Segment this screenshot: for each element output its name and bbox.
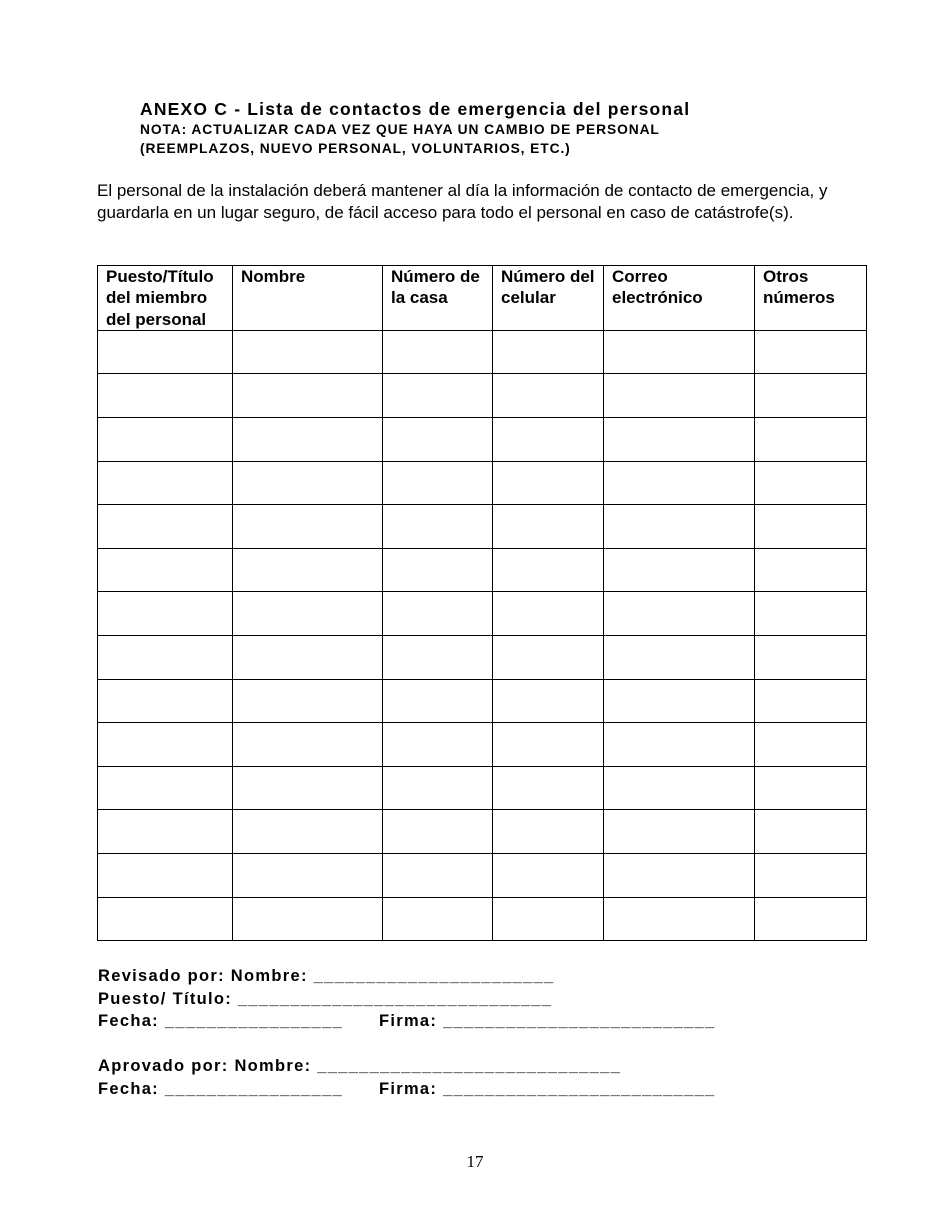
table-cell[interactable] <box>604 679 755 723</box>
approved-date-field[interactable]: Fecha: _________________ <box>98 1079 343 1098</box>
table-cell[interactable] <box>604 330 755 374</box>
table-cell[interactable] <box>604 854 755 898</box>
table-cell[interactable] <box>604 810 755 854</box>
table-cell[interactable] <box>233 810 383 854</box>
header-name: Nombre <box>233 266 383 331</box>
table-cell[interactable] <box>493 679 604 723</box>
table-row <box>98 679 867 723</box>
table-row <box>98 854 867 898</box>
approved-by-section <box>98 1055 858 1100</box>
header-email: Correo electrónico <box>604 266 755 331</box>
table-row <box>98 418 867 462</box>
table-cell[interactable] <box>233 766 383 810</box>
table-cell[interactable] <box>233 548 383 592</box>
table-cell[interactable] <box>233 505 383 549</box>
table-cell[interactable] <box>755 418 867 462</box>
reviewed-signature-field[interactable]: Firma: __________________________ <box>378 1012 716 1030</box>
table-cell[interactable] <box>233 679 383 723</box>
table-cell[interactable] <box>493 897 604 941</box>
table-row <box>98 636 867 680</box>
table-cell[interactable] <box>233 461 383 505</box>
table-cell[interactable] <box>233 374 383 418</box>
table-cell[interactable] <box>604 592 755 636</box>
table-cell[interactable] <box>98 636 233 680</box>
table-cell[interactable] <box>755 766 867 810</box>
intro-paragraph: El personal de la instalación deberá mantener al día la información de contacto de emergencia, y guardarla en un lugar seguro, de fácil acceso para todo el personal en caso de catástrofe(s). <box>97 181 828 222</box>
page-number: 17 <box>466 1152 484 1171</box>
reviewed-title-line[interactable]: Puesto/ Título: ______________________________ <box>98 989 553 1008</box>
table-cell[interactable] <box>98 766 233 810</box>
table-row <box>98 330 867 374</box>
table-cell[interactable] <box>493 374 604 418</box>
table-cell[interactable] <box>383 505 493 549</box>
table-cell[interactable] <box>98 897 233 941</box>
table-cell[interactable] <box>755 810 867 854</box>
table-cell[interactable] <box>493 548 604 592</box>
reviewed-date-signature-line <box>98 1010 858 1033</box>
table-body <box>98 330 867 940</box>
table-cell[interactable] <box>383 854 493 898</box>
table-cell[interactable] <box>383 636 493 680</box>
table-cell[interactable] <box>755 679 867 723</box>
table-cell[interactable] <box>755 548 867 592</box>
table-cell[interactable] <box>233 897 383 941</box>
table-cell[interactable] <box>233 330 383 374</box>
table-cell[interactable] <box>493 766 604 810</box>
reviewed-date-field[interactable]: Fecha: _________________ <box>98 1012 343 1030</box>
table-cell[interactable] <box>233 592 383 636</box>
table-cell[interactable] <box>755 374 867 418</box>
table-cell[interactable] <box>383 723 493 767</box>
table-cell[interactable] <box>98 461 233 505</box>
table-cell[interactable] <box>233 636 383 680</box>
approved-signature-field[interactable]: Firma: __________________________ <box>378 1079 716 1098</box>
header-home-number: Número de la casa <box>383 266 493 331</box>
table-cell[interactable] <box>493 592 604 636</box>
table-cell[interactable] <box>98 374 233 418</box>
table-cell[interactable] <box>383 679 493 723</box>
table-cell[interactable] <box>98 679 233 723</box>
table-header-row <box>98 266 867 331</box>
table-cell[interactable] <box>604 723 755 767</box>
table-cell[interactable] <box>493 505 604 549</box>
table-cell[interactable] <box>604 548 755 592</box>
table-row <box>98 374 867 418</box>
table-row <box>98 592 867 636</box>
reviewed-by-section <box>98 965 858 1033</box>
table-cell[interactable] <box>493 810 604 854</box>
table-cell[interactable] <box>755 330 867 374</box>
table-cell[interactable] <box>383 330 493 374</box>
table-cell[interactable] <box>755 461 867 505</box>
table-cell[interactable] <box>233 723 383 767</box>
header-other-numbers: Otros números <box>755 266 867 331</box>
table-cell[interactable] <box>98 723 233 767</box>
table-cell[interactable] <box>493 330 604 374</box>
table-row <box>98 548 867 592</box>
table-row <box>98 461 867 505</box>
table-cell[interactable] <box>493 854 604 898</box>
table-cell[interactable] <box>98 592 233 636</box>
emergency-contacts-table <box>97 265 867 941</box>
table-cell[interactable] <box>233 418 383 462</box>
table-cell[interactable] <box>755 636 867 680</box>
annex-title: ANEXO C - Lista de contactos de emergencia del personal <box>140 99 691 119</box>
table-cell[interactable] <box>604 505 755 549</box>
table-cell[interactable] <box>383 461 493 505</box>
table-cell[interactable] <box>493 723 604 767</box>
table-cell[interactable] <box>98 330 233 374</box>
table-cell[interactable] <box>98 548 233 592</box>
table-cell[interactable] <box>383 592 493 636</box>
table-cell[interactable] <box>755 723 867 767</box>
table-cell[interactable] <box>98 505 233 549</box>
table-cell[interactable] <box>98 854 233 898</box>
table-cell[interactable] <box>604 897 755 941</box>
table-cell[interactable] <box>755 897 867 941</box>
table-row <box>98 810 867 854</box>
table-cell[interactable] <box>755 505 867 549</box>
table-cell[interactable] <box>383 897 493 941</box>
table-cell[interactable] <box>755 854 867 898</box>
table-cell[interactable] <box>493 418 604 462</box>
approved-date-signature-line <box>98 1078 858 1101</box>
table-cell[interactable] <box>493 461 604 505</box>
table-cell[interactable] <box>383 766 493 810</box>
table-cell[interactable] <box>604 636 755 680</box>
update-note-line-2: (REEMPLAZOS, NUEVO PERSONAL, VOLUNTARIOS, ETC.) <box>140 141 571 156</box>
table-row <box>98 766 867 810</box>
table-row <box>98 723 867 767</box>
table-cell[interactable] <box>604 374 755 418</box>
table-cell[interactable] <box>604 461 755 505</box>
approved-name-line[interactable]: Aprovado por: Nombre: _____________________________ <box>98 1057 622 1075</box>
update-note-line-1: NOTA: ACTUALIZAR CADA VEZ QUE HAYA UN CAMBIO DE PERSONAL <box>140 122 660 137</box>
reviewed-name-line[interactable]: Revisado por: Nombre: _______________________ <box>98 967 555 985</box>
table-cell[interactable] <box>383 418 493 462</box>
table-row <box>98 897 867 941</box>
header-cell-number: Número del celular <box>493 266 604 331</box>
annex-heading <box>140 99 860 158</box>
table-cell[interactable] <box>383 548 493 592</box>
table-cell[interactable] <box>383 374 493 418</box>
header-position-title: Puesto/Título del miembro del personal <box>98 266 233 331</box>
table-cell[interactable] <box>604 418 755 462</box>
table-cell[interactable] <box>755 592 867 636</box>
table-row <box>98 505 867 549</box>
table-cell[interactable] <box>98 418 233 462</box>
table-cell[interactable] <box>383 810 493 854</box>
table-cell[interactable] <box>493 636 604 680</box>
table-cell[interactable] <box>604 766 755 810</box>
table-cell[interactable] <box>233 854 383 898</box>
table-cell[interactable] <box>98 810 233 854</box>
